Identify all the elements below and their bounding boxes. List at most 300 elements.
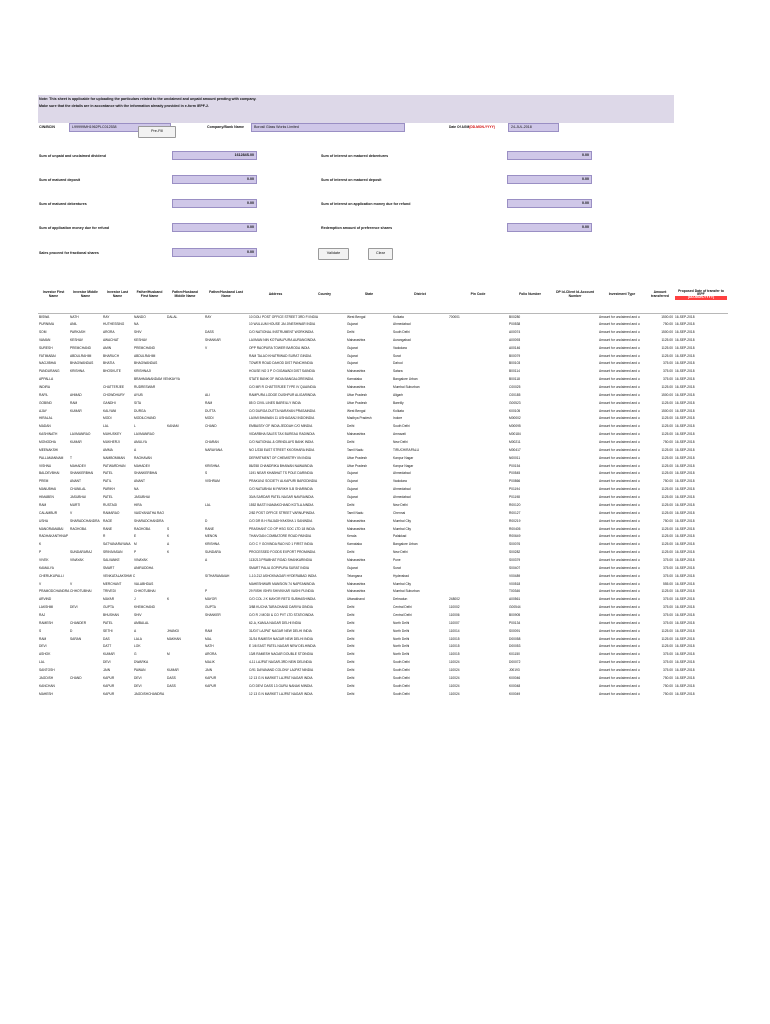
- table-cell[interactable]: KANAM: [167, 424, 179, 429]
- table-cell[interactable]: VISHRAM: [205, 479, 220, 484]
- table-cell[interactable]: CHAND: [205, 424, 217, 429]
- table-cell[interactable]: MURTI: [70, 502, 81, 507]
- table-cell[interactable]: 375.00: [663, 361, 673, 366]
- table-cell[interactable]: Kanpur Nagar: [393, 463, 414, 468]
- table-cell[interactable]: 16-SEP-2018: [675, 322, 695, 327]
- cin-field[interactable]: L99999MH1962PLC012538: [69, 123, 171, 132]
- table-cell[interactable]: [448, 509, 508, 517]
- table-cell[interactable]: Uttarakhand: [347, 597, 365, 602]
- table-cell[interactable]: 375.00: [663, 369, 673, 374]
- table-cell[interactable]: 4-11 LAJPAT NAGAR-3RD NEW DELINDIA: [249, 660, 312, 665]
- table-cell[interactable]: [552, 651, 598, 659]
- table-cell[interactable]: [166, 580, 204, 588]
- table-cell[interactable]: LAXMAN NIN KOTWALPURA AURANGINDIA: [249, 337, 316, 342]
- table-cell[interactable]: JASUBHAI: [70, 495, 86, 500]
- table-cell[interactable]: [166, 620, 204, 628]
- table-cell[interactable]: [552, 329, 598, 337]
- table-cell[interactable]: Maharashtra: [347, 385, 366, 390]
- table-cell[interactable]: [552, 368, 598, 376]
- table-cell[interactable]: Amount for unclaimed and u: [599, 408, 640, 413]
- table-cell[interactable]: [69, 667, 102, 675]
- company-name-field[interactable]: Borosil Glass Works Limited: [251, 123, 405, 132]
- table-cell[interactable]: K00046: [509, 675, 521, 680]
- table-cell[interactable]: [552, 344, 598, 352]
- table-cell[interactable]: Amount for unclaimed and u: [599, 581, 640, 586]
- table-cell[interactable]: Telangana: [347, 573, 362, 578]
- table-cell[interactable]: BISWA: [39, 314, 50, 319]
- table-cell[interactable]: 16-SEP-2018: [675, 471, 695, 476]
- table-cell[interactable]: 10 WULLUM HOUSE JAI JINESHWAR INDIA: [249, 322, 316, 327]
- table-cell[interactable]: [552, 321, 598, 329]
- table-cell[interactable]: 555.00: [663, 581, 673, 586]
- table-cell[interactable]: [102, 376, 133, 384]
- table-cell[interactable]: [204, 494, 248, 502]
- table-cell[interactable]: RANE: [103, 526, 113, 531]
- table-cell[interactable]: [552, 667, 598, 675]
- table-cell[interactable]: K00105: [509, 408, 521, 413]
- table-cell[interactable]: North Delhi: [393, 644, 410, 649]
- table-cell[interactable]: K: [167, 534, 170, 539]
- table-cell[interactable]: P01194: [509, 487, 520, 492]
- table-cell[interactable]: G00523: [509, 400, 521, 405]
- table-cell[interactable]: Kolkata: [393, 408, 404, 413]
- table-cell[interactable]: RADHAKANTHNAP: [39, 534, 69, 539]
- table-cell[interactable]: ALI: [205, 392, 210, 397]
- table-cell[interactable]: [69, 612, 102, 620]
- table-cell[interactable]: A00561: [509, 597, 521, 602]
- table-cell[interactable]: MALIK: [205, 660, 215, 665]
- table-cell[interactable]: Delhi: [347, 636, 355, 641]
- table-cell[interactable]: 375.00: [663, 660, 673, 665]
- table-cell[interactable]: 16-SEP-2018: [675, 652, 695, 657]
- table-cell[interactable]: [166, 588, 204, 596]
- table-cell[interactable]: Chennai: [393, 510, 406, 515]
- table-cell[interactable]: [552, 431, 598, 439]
- table-cell[interactable]: [448, 392, 508, 400]
- table-cell[interactable]: Ahmedabad: [393, 471, 411, 476]
- table-cell[interactable]: DURGA: [134, 408, 146, 413]
- table-cell[interactable]: [448, 352, 508, 360]
- table-cell[interactable]: Kerala: [347, 534, 357, 539]
- table-cell[interactable]: Amount for unclaimed and u: [599, 322, 640, 327]
- table-cell[interactable]: 1125.00: [661, 550, 673, 555]
- table-cell[interactable]: RANE: [205, 526, 215, 531]
- table-cell[interactable]: S00076: [509, 542, 521, 547]
- table-cell[interactable]: 16-SEP-2018: [675, 597, 695, 602]
- table-cell[interactable]: [448, 407, 508, 415]
- table-cell[interactable]: Delhi: [347, 660, 355, 665]
- table-cell[interactable]: [448, 329, 508, 337]
- table-cell[interactable]: 375.00: [663, 612, 673, 617]
- table-cell[interactable]: DATT: [103, 644, 112, 649]
- table-cell[interactable]: [448, 423, 508, 431]
- table-cell[interactable]: [166, 321, 204, 329]
- table-cell[interactable]: [166, 509, 204, 517]
- table-cell[interactable]: [448, 486, 508, 494]
- table-cell[interactable]: LOK: [134, 644, 141, 649]
- table-cell[interactable]: [448, 549, 508, 557]
- table-cell[interactable]: 16-SEP-2018: [675, 612, 695, 617]
- table-cell[interactable]: VENKATALAKSHMI C: [103, 573, 136, 578]
- table-cell[interactable]: 1125.00: [661, 353, 673, 358]
- table-cell[interactable]: Dehradun: [393, 597, 408, 602]
- table-cell[interactable]: CHERUKUPALLI: [39, 573, 64, 578]
- table-cell[interactable]: 110007: [449, 620, 460, 625]
- table-cell[interactable]: [552, 415, 598, 423]
- table-cell[interactable]: Delhi: [347, 440, 355, 445]
- table-cell[interactable]: PREMCHAND: [134, 345, 155, 350]
- table-cell[interactable]: [166, 337, 204, 345]
- table-cell[interactable]: Delhi: [347, 502, 355, 507]
- table-cell[interactable]: Gujarat: [347, 345, 358, 350]
- table-cell[interactable]: 1500.00: [661, 314, 673, 319]
- table-cell[interactable]: 375.00: [663, 597, 673, 602]
- table-cell[interactable]: E 1/6 EAST PATEL NAGAR NEW DELHINDIA: [249, 644, 316, 649]
- table-cell[interactable]: VALABHDAS: [134, 581, 154, 586]
- table-cell[interactable]: [448, 588, 508, 596]
- table-cell[interactable]: [552, 517, 598, 525]
- table-cell[interactable]: BHAGWANDAS: [134, 361, 158, 366]
- table-cell[interactable]: PURNIMA: [39, 322, 54, 327]
- table-cell[interactable]: Amount for unclaimed and u: [599, 675, 640, 680]
- table-cell[interactable]: Gujarat: [347, 353, 358, 358]
- table-cell[interactable]: [552, 360, 598, 368]
- table-cell[interactable]: 750.00: [663, 675, 673, 680]
- table-cell[interactable]: S00091: [509, 628, 521, 633]
- table-cell[interactable]: Hyderabad: [393, 573, 409, 578]
- table-cell[interactable]: KUMAR: [70, 408, 82, 413]
- table-cell[interactable]: [552, 620, 598, 628]
- table-cell[interactable]: MODILCHAND: [134, 416, 156, 421]
- table-cell[interactable]: HIMABEN: [39, 495, 54, 500]
- table-cell[interactable]: Dahod: [393, 361, 403, 366]
- table-cell[interactable]: A: [134, 447, 137, 452]
- table-cell[interactable]: New Delhi: [393, 502, 408, 507]
- table-cell[interactable]: K00049: [509, 691, 521, 696]
- table-cell[interactable]: DEVI: [134, 683, 142, 688]
- table-cell[interactable]: [552, 447, 598, 455]
- table-cell[interactable]: E: [134, 534, 137, 539]
- table-cell[interactable]: ANANT: [134, 479, 146, 484]
- table-cell[interactable]: [448, 470, 508, 478]
- table-cell[interactable]: SUNDARARAJ: [70, 550, 93, 555]
- table-cell[interactable]: [166, 329, 204, 337]
- sales-fractional-field[interactable]: 0.00: [172, 248, 257, 257]
- table-cell[interactable]: South Delhi: [393, 424, 410, 429]
- table-cell[interactable]: Karnataka: [347, 542, 362, 547]
- table-cell[interactable]: Delhi: [347, 550, 355, 555]
- table-cell[interactable]: [166, 517, 204, 525]
- table-cell[interactable]: DASS: [167, 683, 176, 688]
- table-cell[interactable]: [69, 541, 102, 549]
- table-cell[interactable]: [552, 502, 598, 510]
- prefill-button[interactable]: Pre-Fill: [138, 126, 176, 138]
- table-cell[interactable]: [166, 565, 204, 573]
- table-cell[interactable]: Amravati: [393, 432, 406, 437]
- table-cell[interactable]: [166, 447, 204, 455]
- table-cell[interactable]: RAGHOBA: [134, 526, 151, 531]
- table-cell[interactable]: Delhi: [347, 675, 355, 680]
- table-cell[interactable]: SRINIVASAN: [103, 550, 123, 555]
- table-cell[interactable]: AHMAD: [70, 392, 82, 397]
- table-cell[interactable]: V00518: [509, 581, 521, 586]
- table-cell[interactable]: Amount for unclaimed and u: [599, 565, 640, 570]
- table-cell[interactable]: 16-SEP-2018: [675, 440, 695, 445]
- table-cell[interactable]: CHHOTUBHAI: [70, 589, 92, 594]
- table-cell[interactable]: Amount for unclaimed and u: [599, 440, 640, 445]
- table-cell[interactable]: K: [167, 597, 170, 602]
- table-cell[interactable]: 16-SEP-2018: [675, 392, 695, 397]
- table-cell[interactable]: C/O C Y GOVINDA RAO NO 1 FIRST INDIA: [249, 542, 313, 547]
- table-cell[interactable]: KAMALYA: [39, 565, 54, 570]
- table-cell[interactable]: [204, 376, 248, 384]
- table-cell[interactable]: [166, 392, 204, 400]
- table-cell[interactable]: 1500.00: [661, 330, 673, 335]
- table-cell[interactable]: M00211: [509, 440, 521, 445]
- table-cell[interactable]: SHIV: [134, 330, 142, 335]
- table-cell[interactable]: [133, 572, 166, 580]
- table-cell[interactable]: C00185: [509, 392, 521, 397]
- table-cell[interactable]: [69, 384, 102, 392]
- sum-matured-debentures-field[interactable]: 0.00: [172, 199, 257, 208]
- table-cell[interactable]: [552, 478, 598, 486]
- table-cell[interactable]: 1125.00: [661, 628, 673, 633]
- table-cell[interactable]: A: [205, 557, 208, 562]
- table-cell[interactable]: [448, 517, 508, 525]
- table-cell[interactable]: Amount for unclaimed and u: [599, 400, 640, 405]
- table-cell[interactable]: 1125.00: [661, 424, 673, 429]
- table-cell[interactable]: Amount for unclaimed and u: [599, 471, 640, 476]
- table-cell[interactable]: [166, 368, 204, 376]
- table-cell[interactable]: [204, 690, 248, 698]
- table-cell[interactable]: OPP RAOPURA TOWER BARODA INDIA: [249, 345, 310, 350]
- table-cell[interactable]: Gujarat: [347, 495, 358, 500]
- table-cell[interactable]: 16-SEP-2018: [675, 683, 695, 688]
- table-cell[interactable]: R00120: [509, 502, 521, 507]
- table-cell[interactable]: 1-10-212 ASHOKNAGAR HYDERABAD INDIA: [249, 573, 317, 578]
- table-cell[interactable]: V: [70, 581, 73, 586]
- table-cell[interactable]: [448, 541, 508, 549]
- table-cell[interactable]: [448, 399, 508, 407]
- table-cell[interactable]: D: [70, 628, 73, 633]
- table-cell[interactable]: Vadodara: [393, 345, 407, 350]
- table-cell[interactable]: 16-SEP-2018: [675, 557, 695, 562]
- table-cell[interactable]: C/O R J MODI & CO PVT LTD STATIOINDIA: [249, 612, 314, 617]
- table-cell[interactable]: 16-SEP-2018: [675, 385, 695, 390]
- sum-application-money-field[interactable]: 0.00: [172, 223, 257, 232]
- table-cell[interactable]: 2/82 POST OFFICE STREET VARNUPINDIA: [249, 510, 315, 515]
- table-cell[interactable]: VINAYAK: [70, 557, 84, 562]
- table-cell[interactable]: MODI: [103, 416, 112, 421]
- table-cell[interactable]: 16-SEP-2018: [675, 675, 695, 680]
- table-cell[interactable]: Amount for unclaimed and u: [599, 573, 640, 578]
- table-cell[interactable]: SITA: [134, 400, 141, 405]
- table-cell[interactable]: [166, 478, 204, 486]
- table-cell[interactable]: [552, 352, 598, 360]
- table-cell[interactable]: 16-SEP-2018: [675, 581, 695, 586]
- table-cell[interactable]: 16-SEP-2018: [675, 408, 695, 413]
- table-cell[interactable]: [166, 604, 204, 612]
- table-cell[interactable]: 1125.00: [661, 644, 673, 649]
- table-cell[interactable]: VAIDYANATHA RAO: [134, 510, 164, 515]
- table-cell[interactable]: Uttar Pradesh: [347, 400, 368, 405]
- table-cell[interactable]: A00146: [509, 345, 521, 350]
- table-cell[interactable]: 16-SEP-2018: [675, 369, 695, 374]
- table-cell[interactable]: Satara: [393, 369, 403, 374]
- table-cell[interactable]: 1125.00: [661, 463, 673, 468]
- table-cell[interactable]: RAM: [39, 636, 47, 641]
- table-cell[interactable]: VIDARBHA SALES TAX BUREAU RADINDIA: [249, 432, 315, 437]
- table-cell[interactable]: Delhi: [347, 667, 355, 672]
- table-cell[interactable]: SMART: [103, 565, 115, 570]
- table-cell[interactable]: 16-SEP-2018: [675, 542, 695, 547]
- table-cell[interactable]: 110024: [449, 675, 460, 680]
- table-cell[interactable]: Amount for unclaimed and u: [599, 463, 640, 468]
- table-cell[interactable]: Delhi: [347, 644, 355, 649]
- table-cell[interactable]: [552, 407, 598, 415]
- table-cell[interactable]: [166, 502, 204, 510]
- table-cell[interactable]: [552, 549, 598, 557]
- table-cell[interactable]: Bangalore Urban: [393, 542, 418, 547]
- table-cell[interactable]: [204, 509, 248, 517]
- table-cell[interactable]: 1500.00: [661, 408, 673, 413]
- table-cell[interactable]: [448, 462, 508, 470]
- table-cell[interactable]: [204, 454, 248, 462]
- table-cell[interactable]: Amount for unclaimed and u: [599, 636, 640, 641]
- table-cell[interactable]: Amount for unclaimed and u: [599, 447, 640, 452]
- table-cell[interactable]: NAMBOMMAN: [103, 455, 125, 460]
- table-cell[interactable]: AMIN: [103, 345, 112, 350]
- table-cell[interactable]: 16-SEP-2018: [675, 565, 695, 570]
- table-cell[interactable]: SHARADCHANDRA: [134, 518, 164, 523]
- table-cell[interactable]: [552, 675, 598, 683]
- table-cell[interactable]: [448, 368, 508, 376]
- table-cell[interactable]: A: [134, 628, 137, 633]
- table-cell[interactable]: MODI: [205, 416, 214, 421]
- table-cell[interactable]: [204, 360, 248, 368]
- table-cell[interactable]: 1125.00: [661, 455, 673, 460]
- table-cell[interactable]: [448, 494, 508, 502]
- table-cell[interactable]: [448, 321, 508, 329]
- table-cell[interactable]: Amount for unclaimed and u: [599, 385, 640, 390]
- table-cell[interactable]: 1125.00: [661, 589, 673, 594]
- table-cell[interactable]: BHARUCH: [103, 353, 120, 358]
- table-cell[interactable]: B00280: [509, 314, 521, 319]
- table-cell[interactable]: CHANDER: [70, 620, 87, 625]
- table-cell[interactable]: NATH: [205, 644, 214, 649]
- table-cell[interactable]: [448, 454, 508, 462]
- table-cell[interactable]: 1125.00: [661, 502, 673, 507]
- table-cell[interactable]: S: [39, 628, 42, 633]
- table-cell[interactable]: 16-SEP-2018: [675, 345, 695, 350]
- table-cell[interactable]: [552, 596, 598, 604]
- table-cell[interactable]: CHHOTUBHAI: [134, 589, 156, 594]
- table-cell[interactable]: Amount for unclaimed and u: [599, 589, 640, 594]
- table-cell[interactable]: SUNDARA: [205, 550, 221, 555]
- table-cell[interactable]: 1125.00: [661, 510, 673, 515]
- table-cell[interactable]: [552, 612, 598, 620]
- table-cell[interactable]: M00417: [509, 447, 521, 452]
- table-cell[interactable]: [448, 447, 508, 455]
- table-cell[interactable]: 375.00: [663, 565, 673, 570]
- table-cell[interactable]: SATYANARAYANA: [103, 542, 131, 547]
- table-cell[interactable]: SHANKAR: [205, 337, 221, 342]
- table-cell[interactable]: 750.00: [663, 683, 673, 688]
- table-cell[interactable]: JAIN: [205, 667, 213, 672]
- table-cell[interactable]: Amount for unclaimed and u: [599, 416, 640, 421]
- table-cell[interactable]: DASS: [205, 330, 214, 335]
- table-cell[interactable]: 750.00: [663, 479, 673, 484]
- table-cell[interactable]: 3/88 KUCHA TARACHAND DARIYA GINDIA: [249, 605, 313, 610]
- table-cell[interactable]: PATEL: [103, 620, 113, 625]
- table-cell[interactable]: [303, 399, 346, 407]
- table-cell[interactable]: R00649: [509, 534, 521, 539]
- table-cell[interactable]: [69, 643, 102, 651]
- table-cell[interactable]: KANCHAN: [39, 683, 55, 688]
- table-cell[interactable]: [552, 525, 598, 533]
- table-cell[interactable]: ABDULRAHIM: [134, 353, 156, 358]
- table-cell[interactable]: BHUSHAN: [103, 612, 119, 617]
- table-cell[interactable]: [69, 565, 102, 573]
- table-cell[interactable]: [166, 494, 204, 502]
- table-cell[interactable]: Amount for unclaimed and u: [599, 424, 640, 429]
- table-cell[interactable]: [69, 682, 102, 690]
- table-cell[interactable]: [303, 620, 346, 628]
- table-cell[interactable]: NATH: [70, 314, 79, 319]
- table-cell[interactable]: 110024: [449, 667, 460, 672]
- table-cell[interactable]: [69, 690, 102, 698]
- table-cell[interactable]: C/O NATIONAL & GRINDLAYS BANK INDIA: [249, 440, 314, 445]
- table-cell[interactable]: Surat: [393, 565, 401, 570]
- table-cell[interactable]: South Delhi: [393, 667, 410, 672]
- table-cell[interactable]: [69, 423, 102, 431]
- table-cell[interactable]: TOWER ROAD DAHOD DIST PANCHINDIA: [249, 361, 313, 366]
- table-cell[interactable]: PREMCHAND: [70, 345, 91, 350]
- table-cell[interactable]: NANDO: [134, 314, 146, 319]
- table-cell[interactable]: Gujarat: [347, 322, 358, 327]
- table-cell[interactable]: [552, 384, 598, 392]
- table-cell[interactable]: [552, 541, 598, 549]
- table-cell[interactable]: M: [134, 542, 137, 547]
- table-cell[interactable]: Amount for unclaimed and u: [599, 683, 640, 688]
- table-cell[interactable]: 16-SEP-2018: [675, 667, 695, 672]
- table-cell[interactable]: APPALLA: [39, 377, 54, 382]
- table-cell[interactable]: Tamil Nadu: [347, 510, 364, 515]
- table-cell[interactable]: Amount for unclaimed and u: [599, 691, 640, 696]
- table-cell[interactable]: [204, 352, 248, 360]
- table-cell[interactable]: West Bengal: [347, 408, 366, 413]
- table-cell[interactable]: 1500.00: [661, 392, 673, 397]
- table-cell[interactable]: West Bengal: [347, 314, 366, 319]
- table-cell[interactable]: RAM: [39, 502, 47, 507]
- table-cell[interactable]: [552, 580, 598, 588]
- table-cell[interactable]: KUMAR: [103, 652, 115, 657]
- table-cell[interactable]: Gujarat: [347, 487, 358, 492]
- table-cell[interactable]: KAPUR: [205, 683, 217, 688]
- table-cell[interactable]: RAFIL: [39, 392, 49, 397]
- table-cell[interactable]: 1125.00: [661, 542, 673, 547]
- table-cell[interactable]: D00053: [509, 644, 521, 649]
- redemption-preference-field[interactable]: 0.00: [507, 223, 592, 232]
- table-cell[interactable]: LAXMANRAO: [70, 432, 91, 437]
- table-cell[interactable]: [69, 415, 102, 423]
- table-cell[interactable]: [552, 572, 598, 580]
- table-cell[interactable]: K01150: [509, 652, 520, 657]
- table-cell[interactable]: RAMARAO: [103, 510, 120, 515]
- table-cell[interactable]: DASS: [167, 675, 176, 680]
- table-cell[interactable]: Amount for unclaimed and u: [599, 502, 640, 507]
- table-cell[interactable]: Amount for unclaimed and u: [599, 353, 640, 358]
